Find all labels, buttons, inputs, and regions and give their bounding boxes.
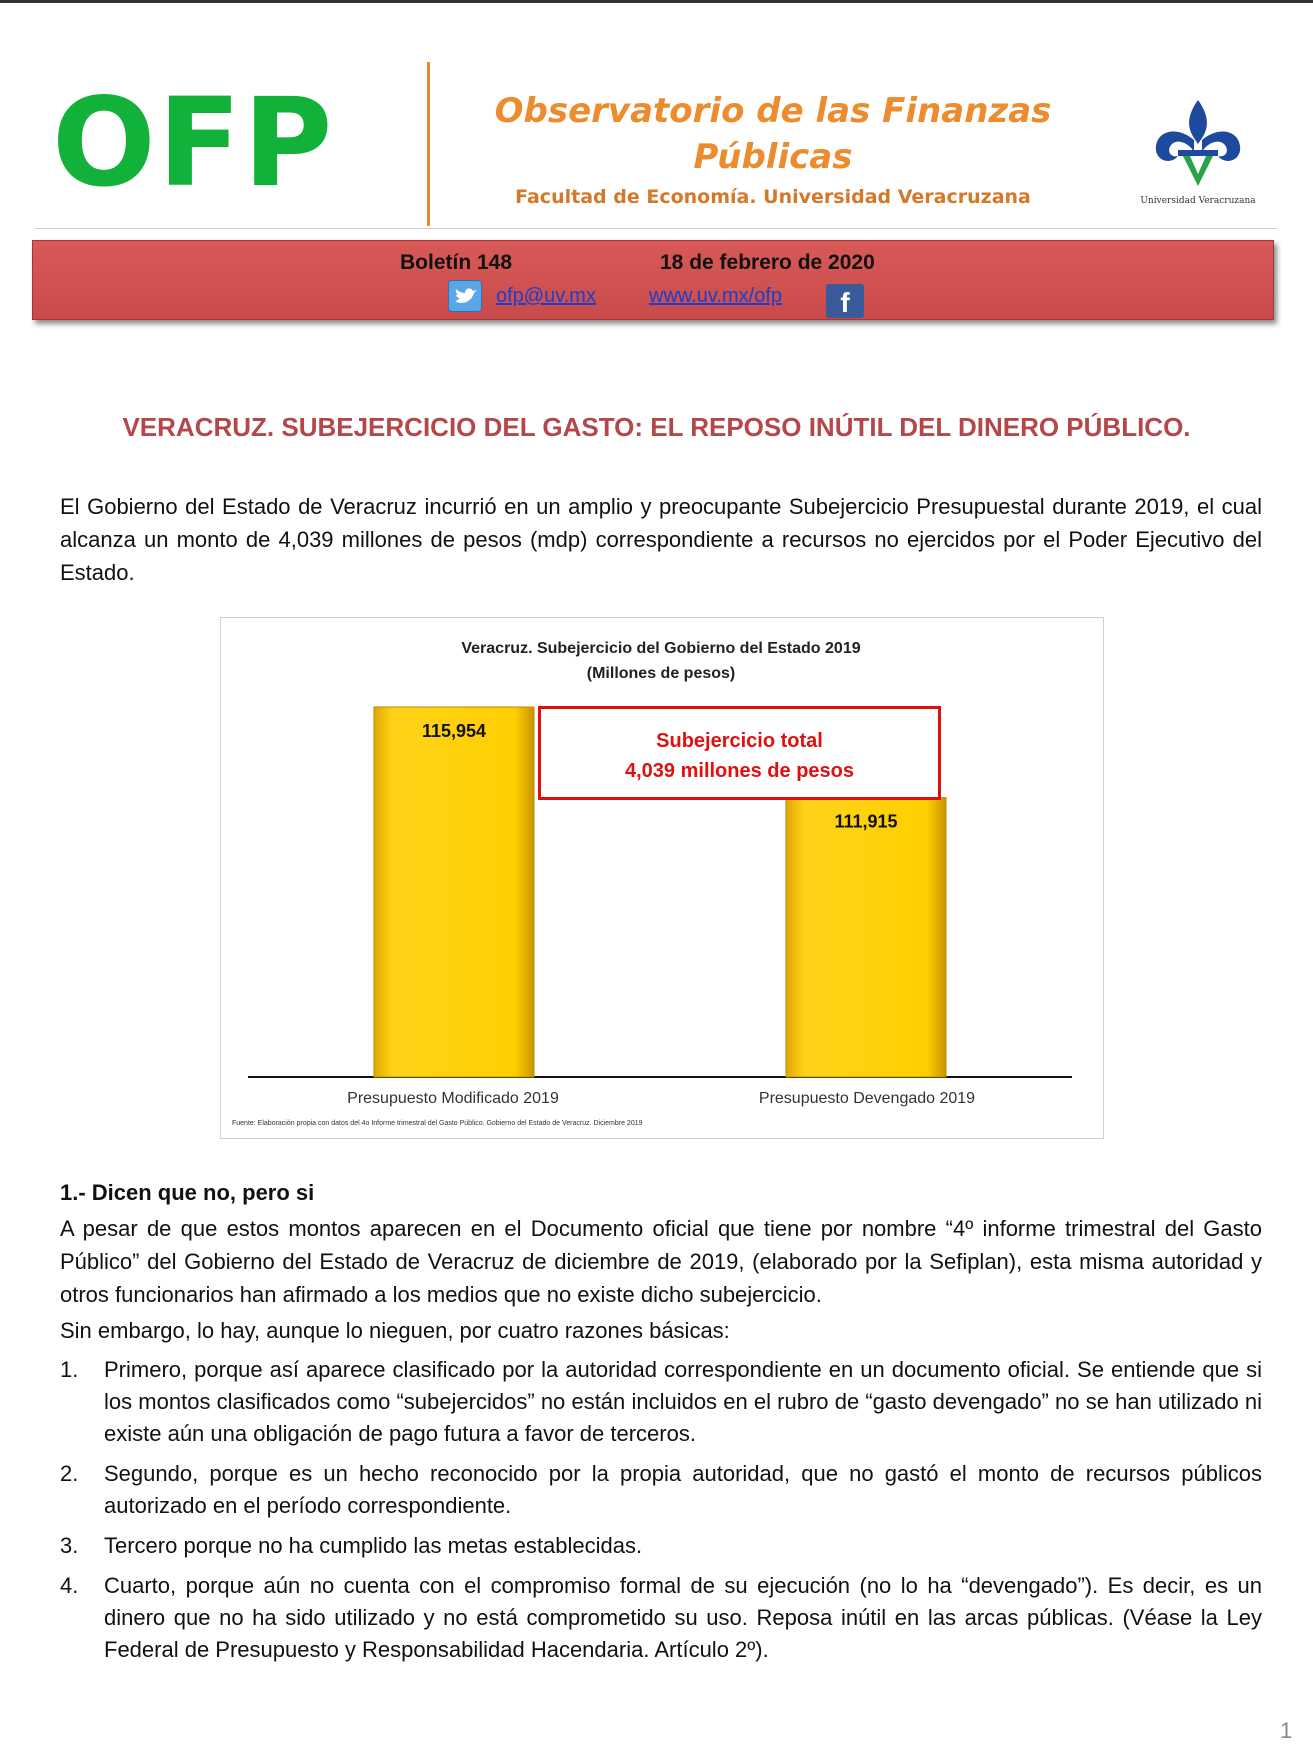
list-item bbox=[60, 1530, 1262, 1562]
website-link[interactable]: www.uv.mx/ofp bbox=[649, 285, 782, 307]
uv-fleur-logo-icon bbox=[1148, 96, 1248, 190]
list-item-text: Cuarto, porque aún no cuenta con el compromiso formal de su ejecución (no lo ha “devengado”). Es decir, es un dinero que no ha sido utilizado y no está comprometido su uso. Reposa inútil en las arcas públicas. (Véase la Ley Federal de Presupuesto y Responsabilidad Hacendaria. Artículo 2º). bbox=[104, 1573, 1262, 1662]
list-item-text: Tercero porque no ha cumplido las metas establecidas. bbox=[104, 1533, 643, 1558]
list-item-number: 1. bbox=[60, 1357, 79, 1382]
bar-value-label: 111,915 bbox=[834, 811, 898, 832]
subejercicio-callout bbox=[538, 706, 941, 800]
bulletin-number: Boletín 148 bbox=[400, 251, 513, 274]
list-item bbox=[60, 1354, 1262, 1450]
list-item-text: Segundo, porque es un hecho reconocido por la propia autoridad, que no gastó el monto de recursos públicos autorizado en el período correspondiente. bbox=[104, 1461, 1262, 1518]
list-item-text: Primero, porque así aparece clasificado por la autoridad correspondiente en un documento oficial. Se entiende que si los montos clasificados como “subejercidos” no están incluidos en el rubro de “gasto devengado” no se han utilizado ni existe aún una obligación de pago futura a favor de terceros. bbox=[104, 1357, 1262, 1446]
intro-paragraph: El Gobierno del Estado de Veracruz incurrió en un amplio y preocupante Subejercicio Presupuestal durante 2019, el cual alcanza un monto de 4,039 millones de pesos (mdp) correspondiente a recursos no ejercidos por el Poder Ejecutivo del Estado. bbox=[60, 494, 1262, 585]
observatorio-title: Observatorio de las Finanzas Públicas bbox=[494, 91, 1052, 177]
category-label-modificado: Presupuesto Modificado 2019 bbox=[347, 1090, 559, 1107]
header-rule bbox=[35, 228, 1277, 229]
facebook-icon[interactable]: f bbox=[826, 284, 864, 318]
category-label-devengado: Presupuesto Devengado 2019 bbox=[758, 1090, 976, 1107]
uv-caption: Universidad Veracruzana bbox=[1140, 196, 1256, 206]
list-item bbox=[60, 1458, 1262, 1522]
bulletin-banner bbox=[32, 240, 1274, 320]
section-heading: 1.- Dicen que no, pero si bbox=[60, 1180, 315, 1205]
header-divider bbox=[427, 62, 430, 226]
email-link[interactable]: ofp@uv.mx bbox=[496, 285, 596, 307]
facultad-subtitle: Facultad de Economía. Universidad Veracruzana bbox=[515, 186, 1031, 208]
top-border bbox=[0, 0, 1313, 3]
bar-modificado bbox=[374, 707, 534, 1077]
ofp-logo: OFP bbox=[52, 72, 335, 214]
bar-value-label: 115,954 bbox=[421, 721, 487, 741]
chart-title: Veracruz. Subejercicio del Gobierno del Estado 2019 bbox=[461, 640, 861, 657]
chart-svg bbox=[220, 617, 1102, 1137]
list-item-number: 2. bbox=[60, 1461, 79, 1486]
list-item bbox=[60, 1570, 1262, 1666]
section-paragraph-2: Sin embargo, lo hay, aunque lo nieguen, por cuatro razones básicas: bbox=[60, 1318, 730, 1343]
headline: VERACRUZ. SUBEJERCICIO DEL GASTO: EL REPOSO INÚTIL DEL DINERO PÚBLICO. bbox=[122, 412, 1191, 442]
page-number: 1 bbox=[1280, 1718, 1293, 1743]
bar-devengado bbox=[786, 798, 946, 1077]
callout-line1: Subejercicio total bbox=[656, 730, 823, 752]
chart-subtitle: (Millones de pesos) bbox=[586, 665, 736, 682]
chart-source: Fuente: Elaboración propia con datos del 4o Informe trimestral del Gasto Público. Gobierno del Estado de Veracruz. Diciembre 2019 bbox=[232, 1120, 643, 1127]
callout-line2: 4,039 millones de pesos bbox=[625, 760, 854, 782]
list-item-number: 3. bbox=[60, 1533, 79, 1558]
reasons-list bbox=[60, 1354, 1262, 1674]
twitter-icon[interactable] bbox=[448, 280, 482, 312]
section-paragraph-1: A pesar de que estos montos aparecen en el Documento oficial que tiene por nombre “4º informe trimestral del Gasto Público” del Gobierno del Estado de Veracruz de diciembre de 2019, (elaborado por la Sefiplan), esta misma autoridad y otros funcionarios han afirmado a los medios que no existe dicho subejercicio. bbox=[60, 1216, 1262, 1307]
list-item-number: 4. bbox=[60, 1573, 79, 1598]
bulletin-date: 18 de febrero de 2020 bbox=[660, 251, 875, 274]
